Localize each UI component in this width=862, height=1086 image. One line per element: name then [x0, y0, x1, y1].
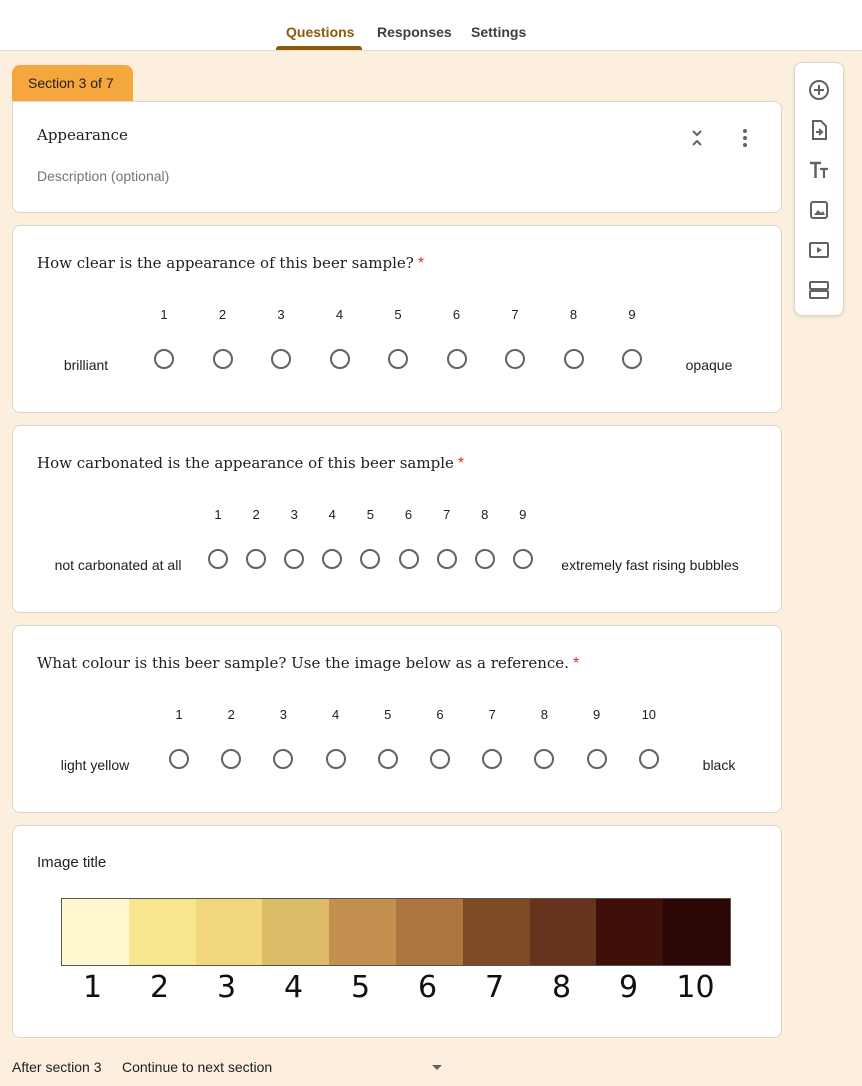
question-card[interactable] [12, 225, 782, 413]
colour-swatch [463, 899, 530, 965]
scale-number: 3 [277, 307, 285, 322]
image-title[interactable]: Image title [37, 854, 107, 871]
scale-radio-9[interactable] [513, 549, 533, 569]
scale-radio-6[interactable] [399, 549, 419, 569]
scale-radio-10[interactable] [639, 749, 659, 769]
section-indicator: Section 3 of 7 [12, 65, 133, 101]
scale-number: 1 [175, 707, 183, 722]
scale-radio-4[interactable] [322, 549, 342, 569]
add-video-icon[interactable] [807, 238, 831, 262]
colour-number: 10 [676, 970, 715, 1005]
scale-number: 3 [279, 707, 288, 722]
section-description-input[interactable]: Description (optional) [37, 168, 170, 184]
scale-radio-7[interactable] [437, 549, 457, 569]
scale-number: 7 [488, 707, 496, 722]
question-title [37, 454, 464, 473]
scale-number: 9 [519, 507, 527, 522]
colour-swatch [596, 899, 663, 965]
colour-number: 4 [283, 970, 304, 1005]
after-section-label: After section 3 [12, 1059, 102, 1075]
scale-radio-6[interactable] [447, 349, 467, 369]
question-title [37, 254, 424, 273]
add-title-icon[interactable] [807, 158, 831, 182]
scale-radio-1[interactable] [169, 749, 189, 769]
scale-low-label: light yellow [60, 757, 130, 773]
after-section-select[interactable]: Continue to next section [122, 1059, 273, 1075]
scale-radio-3[interactable] [284, 549, 304, 569]
colour-number: 8 [551, 970, 572, 1005]
scale-number: 1 [214, 507, 222, 522]
scale-number: 6 [404, 507, 413, 522]
scale-number: 4 [331, 707, 340, 722]
scale-radio-2[interactable] [213, 349, 233, 369]
required-asterisk: * [417, 255, 425, 272]
more-options-icon[interactable] [733, 126, 757, 150]
scale-radio-9[interactable] [587, 749, 607, 769]
add-image-icon[interactable] [807, 198, 831, 222]
scale-number: 7 [511, 307, 519, 322]
scale-radio-5[interactable] [360, 549, 380, 569]
scale-number: 9 [628, 307, 636, 322]
scale-radio-8[interactable] [534, 749, 554, 769]
scale-number: 10 [641, 707, 657, 722]
scale-radio-2[interactable] [221, 749, 241, 769]
scale-number: 8 [569, 307, 578, 322]
collapse-section-icon[interactable] [685, 126, 709, 150]
scale-number: 1 [160, 307, 168, 322]
scale-radio-2[interactable] [246, 549, 266, 569]
colour-swatch [62, 899, 129, 965]
colour-number: 7 [484, 970, 505, 1005]
scale-low-label: not carbonated at all [54, 557, 182, 573]
scale-number: 6 [452, 307, 461, 322]
colour-number: 6 [417, 970, 438, 1005]
colour-number: 9 [618, 970, 639, 1005]
scale-radio-5[interactable] [388, 349, 408, 369]
scale-radio-1[interactable] [208, 549, 228, 569]
scale-number: 7 [442, 507, 451, 522]
scale-radio-7[interactable] [505, 349, 525, 369]
colour-swatch [530, 899, 597, 965]
scale-high-label: opaque [685, 357, 733, 373]
scale-number: 5 [366, 507, 375, 522]
tab-questions[interactable]: Questions [286, 24, 355, 40]
scale-radio-9[interactable] [622, 349, 642, 369]
scale-number: 2 [227, 707, 235, 722]
question-title-text: How carbonated is the appearance of this beer sample [37, 454, 454, 472]
question-title [37, 654, 579, 673]
scale-number: 8 [481, 507, 489, 522]
scale-radio-8[interactable] [564, 349, 584, 369]
scale-radio-1[interactable] [154, 349, 174, 369]
scale-radio-3[interactable] [271, 349, 291, 369]
question-card[interactable] [12, 425, 782, 613]
required-asterisk: * [572, 655, 580, 672]
section-title[interactable]: Appearance [37, 126, 128, 144]
scale-radio-5[interactable] [378, 749, 398, 769]
tab-settings[interactable]: Settings [471, 24, 527, 40]
chevron-down-icon[interactable] [432, 1065, 442, 1070]
colour-swatch [262, 899, 329, 965]
scale-number: 3 [290, 507, 298, 522]
scale-high-label: black [702, 757, 736, 773]
scale-radio-8[interactable] [475, 549, 495, 569]
scale-number: 5 [394, 307, 402, 322]
scale-low-label: brilliant [63, 357, 109, 373]
colour-swatch [129, 899, 196, 965]
scale-number: 4 [328, 507, 336, 522]
scale-radio-6[interactable] [430, 749, 450, 769]
beer-colour-chart-image [61, 898, 731, 966]
question-title-text: How clear is the appearance of this beer sample? [37, 254, 414, 272]
scale-number: 2 [252, 507, 260, 522]
colour-swatch [396, 899, 463, 965]
scale-high-label: extremely fast rising bubbles [561, 557, 739, 573]
active-tab-indicator [276, 46, 362, 50]
scale-number: 9 [592, 707, 601, 722]
scale-radio-4[interactable] [326, 749, 346, 769]
colour-number: 1 [82, 970, 103, 1005]
import-questions-icon[interactable] [807, 118, 831, 142]
scale-number: 2 [218, 307, 227, 322]
colour-swatch [196, 899, 263, 965]
section-header-card[interactable] [12, 101, 782, 213]
scale-radio-3[interactable] [273, 749, 293, 769]
scale-number: 6 [436, 707, 444, 722]
top-bar [0, 0, 862, 51]
add-section-icon[interactable] [807, 278, 831, 302]
required-asterisk: * [457, 455, 465, 472]
scale-radio-4[interactable] [330, 349, 350, 369]
colour-swatch [329, 899, 396, 965]
scale-number: 8 [540, 707, 549, 722]
image-item-card[interactable] [12, 825, 782, 1038]
colour-number: 5 [350, 970, 371, 1005]
add-question-icon[interactable] [807, 78, 831, 102]
floating-toolbar [794, 62, 844, 316]
scale-radio-7[interactable] [482, 749, 502, 769]
scale-number: 5 [384, 707, 392, 722]
colour-swatch [663, 899, 730, 965]
colour-number: 3 [216, 970, 237, 1005]
tab-responses[interactable]: Responses [377, 24, 452, 40]
question-title-text: What colour is this beer sample? Use the image below as a reference. [37, 654, 569, 672]
question-card[interactable] [12, 625, 782, 813]
scale-number: 4 [335, 307, 344, 322]
colour-number: 2 [149, 970, 170, 1005]
